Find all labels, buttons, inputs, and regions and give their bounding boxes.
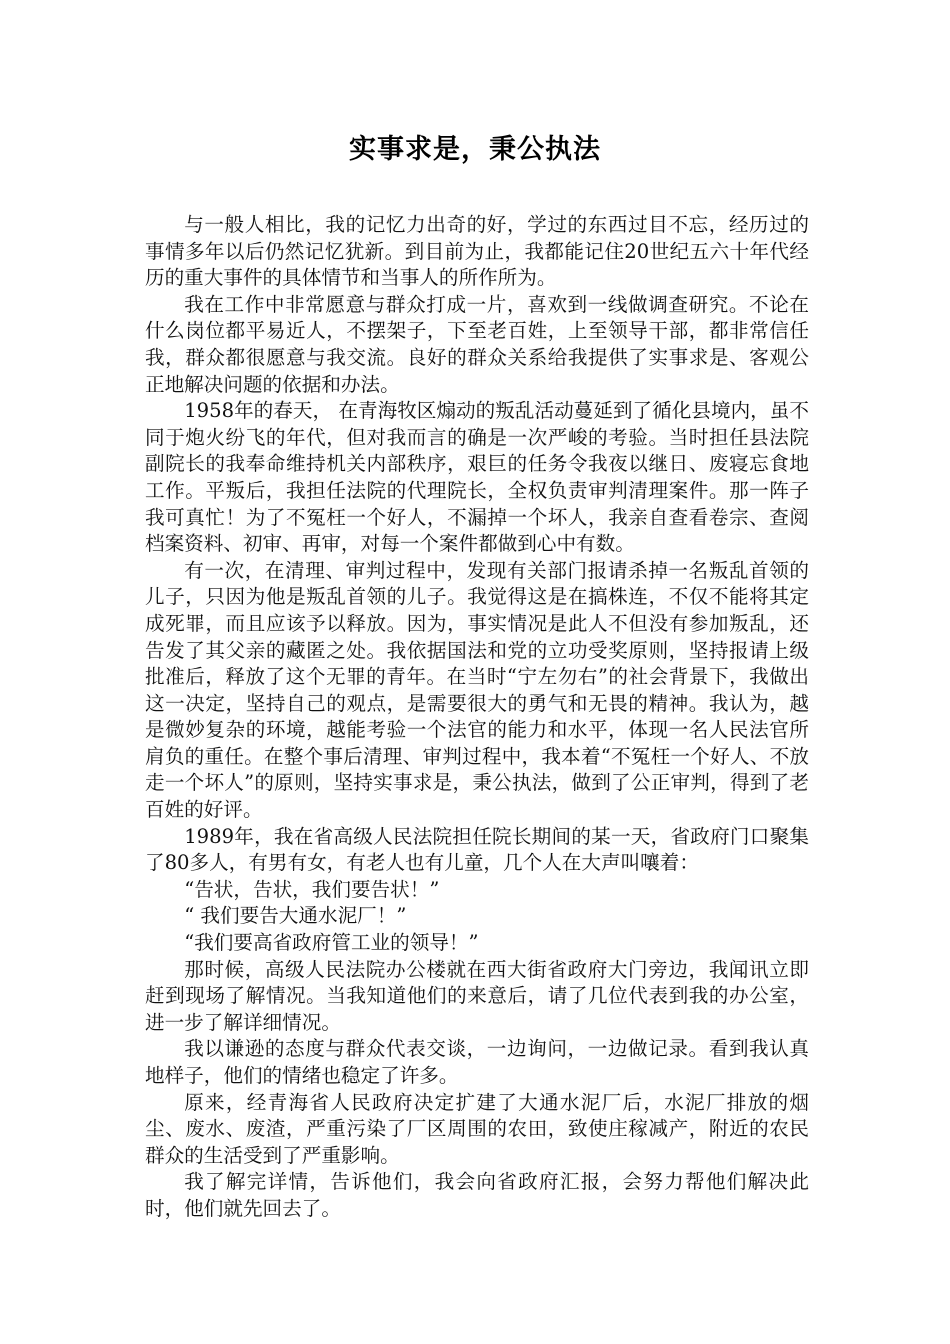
paragraph: 我在工作中非常愿意与群众打成一片，喜欢到一线做调查研究。不论在什么岗位都平易近人，不摆架子，下至老百姓，上至领导干部，都非常信任我，群众都很愿意与我交流。良好的群众关系给我提供了实事求是、客观公正地解决问题的依据和办法。 (145, 292, 809, 396)
document-body (145, 212, 809, 1223)
paragraph: 原来，经青海省人民政府决定扩建了大通水泥厂后，水泥厂排放的烟尘、废水、废渣，严重污染了厂区周围的农田，致使庄稼减产，附近的农民群众的生活受到了严重影响。 (145, 1090, 809, 1167)
paragraph: 1989年，我在省高级人民法院担任院长期间的某一天，省政府门口聚集了80多人，有男有女，有老人也有儿童，几个人在大声叫嚷着： (145, 824, 809, 875)
paragraph: 我了解完详情，告诉他们，我会向省政府汇报，会努力帮他们解决此时，他们就先回去了。 (145, 1170, 809, 1220)
paragraph: 有一次，在清理、审判过程中，发现有关部门报请杀掉一名叛乱首领的儿子，只因为他是叛乱首领的儿子。我觉得这是在搞株连，不仅不能将其定成死罪，而且应该予以释放。因为，事实情况是此人不但没有参加叛乱，还告发了其父亲的藏匿之处。我依据国法和党的立功受奖原则，坚持报请上级批准后，释放了这个无罪的青年。在当时“宁左勿右”的社会背景下，我做出这一决定，坚持自己的观点，是需要很大的勇气和无畏的精神。我认为，越是微妙复杂的环境，越能考验一个法官的能力和水平，体现一名人民法官所肩负的重任。在整个事后清理、审判过程中，我本着“不冤枉一个好人、不放走一个坏人”的原则，坚持实事求是，秉公执法，做到了公正审判，得到了老百姓的好评。 (145, 558, 809, 822)
quote-line: “ 我们要告大通水泥厂！” (184, 904, 407, 928)
document-title: 实事求是，秉公执法 (349, 134, 601, 165)
paragraph: 1958年的春天， 在青海牧区煽动的叛乱活动蔓延到了循化县境内，虽不同于炮火纷飞的年代，但对我而言的确是一次严峻的考验。当时担任县法院副院长的我奉命维持机关内部秩序，艰巨的任务令我夜以继日、废寝忘食地工作。平叛后，我担任法院的代理院长，全权负责审判清理案件。那一阵子我可真忙！为了不冤枉一个好人，不漏掉一个坏人，我亲自查看卷宗、查阅档案资料、初审、再审，对每一个案件都做到心中有数。 (145, 399, 809, 556)
quote-line: “告状，告状，我们要告状！” (184, 877, 440, 901)
paragraph: 那时候，高级人民法院办公楼就在西大街省政府大门旁边，我闻讯立即赶到现场了解情况。当我知道他们的来意后，请了几位代表到我的办公室，进一步了解详细情况。 (145, 957, 809, 1034)
paragraph: 与一般人相比，我的记忆力出奇的好，学过的东西过目不忘，经历过的事情多年以后仍然记忆犹新。到目前为止，我都能记住20世纪五六十年代经历的重大事件的具体情节和当事人的所作所为。 (145, 213, 809, 290)
quote-line: “我们要高省政府管工业的领导！” (184, 931, 479, 955)
paragraph: 我以谦逊的态度与群众代表交谈，一边询问，一边做记录。看到我认真地样子，他们的情绪也稳定了许多。 (145, 1037, 809, 1087)
